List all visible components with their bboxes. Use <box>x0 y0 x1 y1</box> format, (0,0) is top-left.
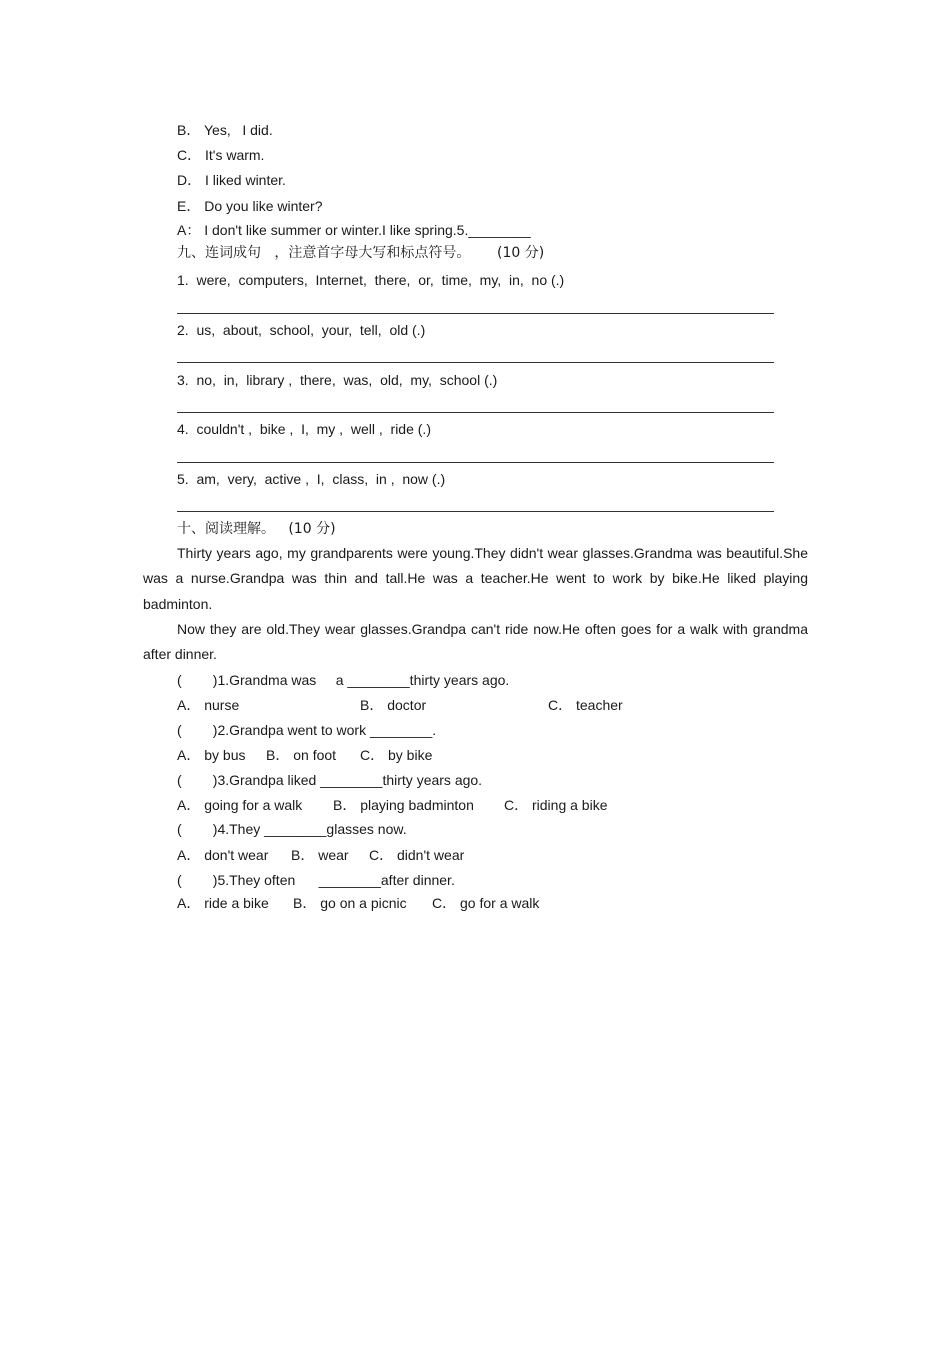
question-3-option-c: C． riding a bike <box>504 797 608 813</box>
section9-item-3: 3. no, in, library , there, was, old, my, school (.) <box>177 372 498 388</box>
section9-item-4: 4. couldn't , bike , I, my , well , ride (.) <box>177 421 431 437</box>
section9-title: 九、连词成句 ，注意首字母大写和标点符号。 (10 分) <box>177 245 545 261</box>
dialogue-option-d: D． I liked winter. <box>177 172 286 188</box>
section10-title: 十、阅读理解。 (10 分) <box>177 521 336 537</box>
question-4-option-b: B． wear <box>291 847 349 863</box>
question-2-stem: ( )2.Grandpa went to work ________. <box>177 722 437 738</box>
answer-line-3 <box>177 412 774 413</box>
dialogue-option-e: E． Do you like winter? <box>177 198 323 214</box>
question-5-option-a: A． ride a bike <box>177 895 269 911</box>
question-5-option-b: B． go on a picnic <box>293 895 407 911</box>
dialogue-line-a: A： I don't like summer or winter.I like spring.5.________ <box>177 222 531 238</box>
dialogue-option-b: B． Yes, I did. <box>177 122 273 138</box>
question-2-option-b: B． on foot <box>266 747 337 763</box>
question-4-option-a: A． don't wear <box>177 847 269 863</box>
question-1-option-b: B． doctor <box>360 697 427 713</box>
question-1-stem: ( )1.Grandma was a ________thirty years ago. <box>177 672 510 688</box>
question-5-option-c: C． go for a walk <box>432 895 540 911</box>
question-2-option-c: C． by bike <box>360 747 433 763</box>
question-1-option-c: C． teacher <box>548 697 623 713</box>
section9-item-1: 1. were, computers, Internet, there, or, time, my, in, no (.) <box>177 272 565 288</box>
question-3-option-b: B． playing badminton <box>333 797 474 813</box>
question-3-stem: ( )3.Grandpa liked ________thirty years ago. <box>177 772 483 788</box>
question-3-option-a: A． going for a walk <box>177 797 303 813</box>
answer-line-4 <box>177 462 774 463</box>
answer-line-1 <box>177 313 774 314</box>
reading-passage-2: Now they are old.They wear glasses.Grandpa can't ride now.He often goes for a walk with grandma after dinner. <box>143 621 808 663</box>
answer-line-5 <box>177 511 774 512</box>
question-5-stem: ( )5.They often ________after dinner. <box>177 872 455 888</box>
dialogue-option-c: C． It's warm. <box>177 147 265 163</box>
answer-line-2 <box>177 362 774 363</box>
section9-item-5: 5. am, very, active , I, class, in , now (.) <box>177 471 446 487</box>
question-2-option-a: A． by bus <box>177 747 246 763</box>
question-1-option-a: A． nurse <box>177 697 240 713</box>
section9-item-2: 2. us, about, school, your, tell, old (.) <box>177 322 426 338</box>
question-4-stem: ( )4.They ________glasses now. <box>177 821 407 837</box>
question-4-option-c: C． didn't wear <box>369 847 465 863</box>
reading-passage-1: Thirty years ago, my grandparents were young.They didn't wear glasses.Grandma was beautiful.She was a nurse.Grandpa was thin and tall.He was a teacher.He went to work by bike.He liked playing badminton. <box>143 545 808 612</box>
